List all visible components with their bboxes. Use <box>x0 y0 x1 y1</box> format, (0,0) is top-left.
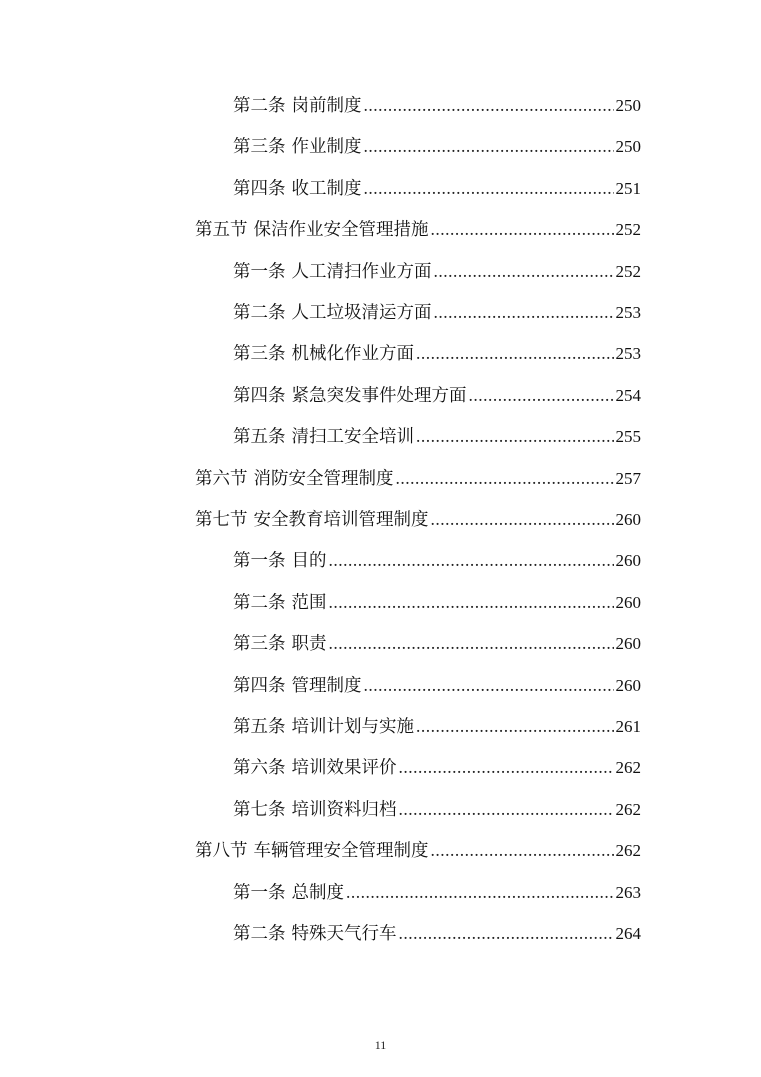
toc-page-number: 252 <box>615 261 641 281</box>
toc-page-number: 261 <box>615 717 641 736</box>
toc-entry-label <box>233 91 362 121</box>
toc-leader-dots <box>416 421 614 451</box>
toc-article-entry[interactable] <box>233 587 641 617</box>
toc-article-entry[interactable] <box>233 90 641 120</box>
toc-entry-title: 消防安全管理制度 <box>253 468 394 489</box>
toc-entry-label <box>233 878 344 908</box>
toc-entry-label <box>233 753 397 783</box>
toc-page-number: 254 <box>615 385 641 405</box>
toc-article-entry[interactable] <box>233 877 641 907</box>
toc-section-entry[interactable] <box>195 463 641 493</box>
toc-page-number: 252 <box>615 220 641 240</box>
toc-entry-label <box>233 381 467 411</box>
toc-entry-number: 第七节 <box>195 510 248 530</box>
toc-entry-label <box>195 505 429 535</box>
toc-leader-dots <box>364 670 614 700</box>
toc-entry-title: 车辆管理安全管理制度 <box>253 841 429 862</box>
toc-entry-title: 管理制度 <box>291 675 362 696</box>
toc-leader-dots <box>416 711 614 741</box>
toc-entry-number: 第一条 <box>233 882 286 903</box>
toc-entry-title: 人工清扫作业方面 <box>291 261 432 282</box>
toc-entry-number: 第三条 <box>233 137 286 158</box>
toc-entry-number: 第二条 <box>233 924 286 944</box>
toc-entry-title: 紧急突发事件处理方面 <box>291 385 467 406</box>
toc-entry-number: 第二条 <box>233 96 286 116</box>
toc-section-entry[interactable] <box>195 504 641 534</box>
toc-leader-dots <box>431 504 614 534</box>
toc-entry-number: 第四条 <box>233 675 286 696</box>
toc-entry-title: 人工垃圾清运方面 <box>291 303 432 323</box>
toc-entry-title: 总制度 <box>291 882 344 903</box>
toc-entry-number: 第七条 <box>233 799 286 820</box>
toc-leader-dots <box>329 545 614 575</box>
toc-entry-label <box>195 464 394 494</box>
toc-page-number: 262 <box>615 841 641 861</box>
toc-entry-title: 培训资料归档 <box>291 799 397 820</box>
toc-leader-dots <box>364 131 614 161</box>
toc-entry-label <box>233 712 414 742</box>
toc-entry-label <box>233 629 327 659</box>
toc-entry-label <box>233 132 362 162</box>
toc-entry-title: 机械化作业方面 <box>291 344 414 365</box>
toc-entry-number: 第四条 <box>233 385 286 406</box>
toc-entry-label <box>233 588 327 618</box>
toc-page-number: 260 <box>615 510 641 529</box>
page-number: 11 <box>374 1038 387 1052</box>
toc-entry-number: 第五条 <box>233 717 286 737</box>
toc-article-entry[interactable] <box>233 338 641 368</box>
toc-entry-label <box>233 422 414 452</box>
toc-entry-label <box>233 257 432 287</box>
toc-leader-dots <box>416 338 614 368</box>
toc-entry-label <box>233 339 414 369</box>
toc-article-entry[interactable] <box>233 670 641 700</box>
toc-page-number: 260 <box>615 592 641 612</box>
toc-entry-number: 第三条 <box>233 634 286 655</box>
toc-leader-dots <box>399 752 614 782</box>
toc-page-number: 260 <box>615 634 641 654</box>
toc-article-entry[interactable] <box>233 752 641 782</box>
toc-entry-title: 目的 <box>291 551 327 572</box>
toc-article-entry[interactable] <box>233 297 641 327</box>
toc-section-entry[interactable] <box>195 835 641 865</box>
toc-section-entry[interactable] <box>195 214 641 244</box>
toc-entry-number: 第六条 <box>233 758 286 779</box>
toc-page-number: 251 <box>615 178 641 198</box>
toc-leader-dots <box>364 90 614 120</box>
toc-page-number: 250 <box>615 137 641 157</box>
toc-entry-title: 岗前制度 <box>291 96 362 116</box>
toc-entry-title: 培训效果评价 <box>291 758 397 779</box>
toc-page-number: 255 <box>615 427 641 447</box>
toc-leader-dots <box>396 463 614 493</box>
toc-entry-title: 收工制度 <box>291 178 362 199</box>
toc-entry-label <box>195 215 429 245</box>
toc-article-entry[interactable] <box>233 256 641 286</box>
toc-page-number: 264 <box>615 924 641 943</box>
toc-article-entry[interactable] <box>233 421 641 451</box>
toc-entry-title: 清扫工安全培训 <box>291 427 414 448</box>
toc-entry-label <box>233 298 432 328</box>
toc-page-number: 253 <box>615 344 641 364</box>
toc-entry-number: 第八节 <box>195 841 248 862</box>
toc-page-number: 262 <box>615 758 641 778</box>
toc-leader-dots <box>434 256 614 286</box>
toc-leader-dots <box>329 587 614 617</box>
toc-page-number: 262 <box>615 799 641 819</box>
toc-entry-number: 第五节 <box>195 220 248 241</box>
toc-entry-number: 第二条 <box>233 592 286 613</box>
toc-leader-dots <box>434 297 614 327</box>
toc-entry-label <box>233 546 327 576</box>
toc-entry-title: 作业制度 <box>291 137 362 158</box>
toc-entry-number: 第二条 <box>233 303 286 323</box>
toc-page-number: 260 <box>615 675 641 695</box>
toc-article-entry[interactable] <box>233 380 641 410</box>
toc-entry-title: 保洁作业安全管理措施 <box>253 220 429 241</box>
toc-entry-title: 范围 <box>291 592 327 613</box>
toc-leader-dots <box>364 173 614 203</box>
toc-article-entry[interactable] <box>233 711 641 741</box>
toc-entry-number: 第一条 <box>233 261 286 282</box>
toc-article-entry[interactable] <box>233 794 641 824</box>
toc-leader-dots <box>329 628 614 658</box>
toc-entry-title: 职责 <box>291 634 327 655</box>
toc-leader-dots <box>431 214 614 244</box>
toc-page-number: 257 <box>615 468 641 488</box>
toc-leader-dots <box>399 794 614 824</box>
toc-leader-dots <box>399 918 614 948</box>
toc-entry-title: 安全教育培训管理制度 <box>253 510 429 530</box>
toc-entry-label <box>233 919 397 949</box>
toc-article-entry[interactable] <box>233 918 641 948</box>
toc-leader-dots <box>346 877 614 907</box>
toc-entry-label <box>233 671 362 701</box>
toc-page-number: 250 <box>615 96 641 115</box>
toc-page-number: 260 <box>615 551 641 571</box>
toc-page-number: 253 <box>615 303 641 322</box>
toc-leader-dots <box>469 380 614 410</box>
toc-entry-title: 特殊天气行车 <box>291 924 397 944</box>
toc-entry-label <box>233 174 362 204</box>
toc-entry-title: 培训计划与实施 <box>291 717 414 737</box>
toc-entry-number: 第一条 <box>233 551 286 572</box>
toc-entry-number: 第六节 <box>195 468 248 489</box>
toc-article-entry[interactable] <box>233 545 641 575</box>
toc-article-entry[interactable] <box>233 628 641 658</box>
toc-entry-label <box>233 795 397 825</box>
toc-entry-number: 第三条 <box>233 344 286 365</box>
toc-entry-number: 第五条 <box>233 427 286 448</box>
toc-entry-label <box>195 836 429 866</box>
toc-article-entry[interactable] <box>233 173 641 203</box>
toc-article-entry[interactable] <box>233 131 641 161</box>
toc-entry-number: 第四条 <box>233 178 286 199</box>
toc-page-number: 263 <box>615 882 641 902</box>
toc-leader-dots <box>431 835 614 865</box>
